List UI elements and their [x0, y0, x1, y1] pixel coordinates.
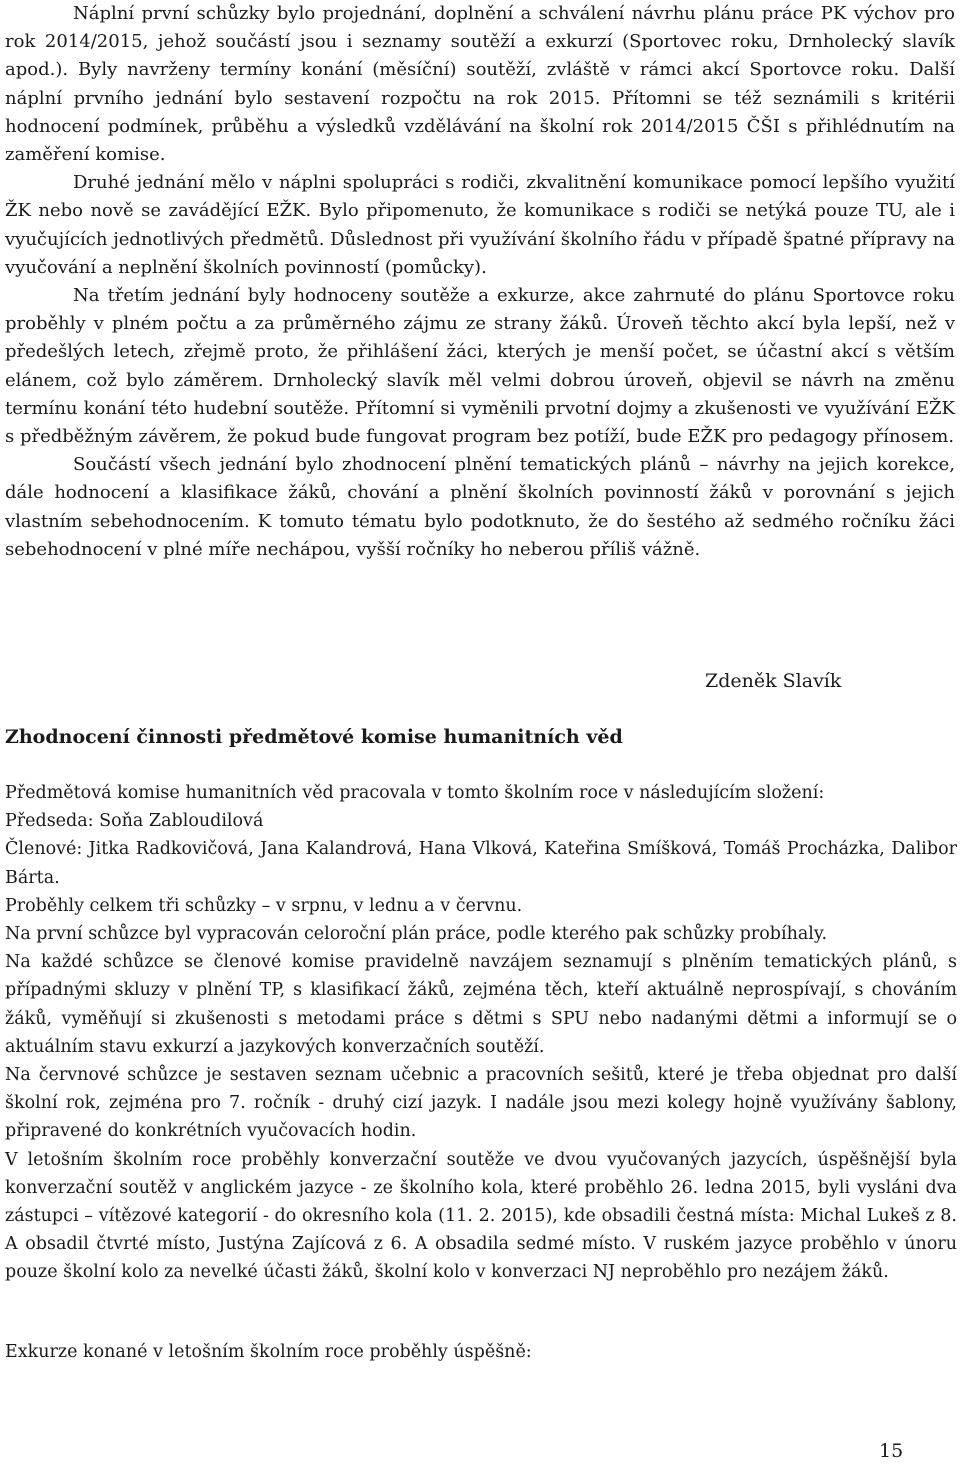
closing-line: Exkurze konané v letošním školním roce proběhly úspěšně: [5, 1342, 532, 1362]
paragraph-third-meeting: Na třetím jednání byly hodnoceny soutěže a exkurze, akce zahrnuté do plánu Sportovce roku proběhly v plném počtu a za průměrného zájmu ze strany žáků. Úroveň těchto akcí byla lepší, než v předešlých letech, zřejmě proto, že přihlášení žáci, kterých je menší počet, se účastní akcí s větším elánem, což bylo záměrem. Drnholecký slavík měl velmi dobrou úroveň, objevil se návrh na změnu termínu konání této hudební soutěže. Přítomní si vyměnili prvotní dojmy a zkušenosti ve využívání EŽK s předběžným závěrem, že pokud bude fungovat program bez potíží, bude EŽK pro pedagogy přínosem. [5, 285, 955, 448]
signature: Zdeněk Slavík [705, 670, 842, 692]
paragraph-members: Členové: Jitka Radkovičová, Jana Kalandrová, Hana Vlková, Kateřina Smíšková, Tomáš Procházka, Dalibor Bárta. [5, 839, 957, 888]
paragraph-competitions: V letošním školním roce proběhly konverzační soutěže ve dvou vyučovaných jazycích, úspěšnější byla konverzační soutěž v anglickém jazyce - ze školního kola, které proběhlo 26. ledna 2015, byli vysláni dva zástupci – vítězové kategorií - do okresního kola (11. 2. 2015), kde obsadili čestná místa: Michal Lukeš z 8. A obsadil čtvrté místo, Justýna Zajícová z 6. A obsadila sedmé místo. V ruském jazyce proběhlo v únoru pouze školní kolo za nevelké účasti žáků, školní kolo v konverzaci NJ neproběhlo pro nezájem žáků. [5, 1149, 957, 1283]
paragraph-first-meeting: Náplní první schůzky bylo projednání, doplnění a schválení návrhu plánu práce PK výchov pro rok 2014/2015, jehož součástí jsou i seznamy soutěží a exkurzí (Sportovec roku, Drnholecký slavík apod.). Byly navrženy termíny konání (měsíční) soutěží, zvláště v rámci akcí Sportovce roku. Další náplní prvního jednání bylo sestavení rozpočtu na rok 2015. Přítomni se též seznámili s kritérii hodnocení podmínek, průběhu a výsledků vzdělávání na školní rok 2014/2015 ČŠI s přihlédnutím na zaměření komise. [5, 3, 955, 166]
paragraph-second-meeting: Druhé jednání mělo v náplni spolupráci s rodiči, zkvalitnění komunikace pomocí lepšího využití ŽK nebo nově se zavádějící EŽK. Bylo připomenuto, že komunikace s rodiči se netýká pouze TU, ale i vyučujících jednotlivých předmětů. Důslednost při využívání školního řádu v případě špatné přípravy na vyučování a neplnění školních povinností (pomůcky). [5, 172, 955, 278]
page-number: 15 [879, 1440, 904, 1462]
report-page [5, 0, 955, 564]
paragraph-each-meeting: Na každé schůzce se členové komise pravidelně navzájem seznamují s plněním tematických plánů, s případnými skluzy v plnění TP, s klasifikací žáků, zejména těch, kteří aktuálně neprospívají, s chováním žáků, vyměňují si zkušenosti s metodami práce s dětmi s SPU nebo nadanými dětmi a informují se o aktuálním stavu exkurzí a jazykových konverzačních soutěží. [5, 952, 957, 1057]
paragraph-first-meeting-plan: Na první schůzce byl vypracován celoroční plán práce, podle kterého pak schůzky probíhaly. [5, 924, 828, 945]
section-heading: Zhodnocení činnosti předmětové komise humanitních věd [5, 726, 623, 748]
paragraph-meetings-count: Proběhly celkem tři schůzky – v srpnu, v lednu a v červnu. [5, 895, 523, 916]
paragraph-june-meeting: Na červnové schůzce je sestaven seznam učebnic a pracovních sešitů, které je třeba objednat pro další školní rok, zejména pro 7. ročník - druhý cizí jazyk. I nadále jsou mezi kolegy hojně využívány šablony, připravené do konkrétních vyučovacích hodin. [5, 1065, 957, 1142]
paragraph-composition: Předmětová komise humanitních věd pracovala v tomto školním roce v následujícím složení: [5, 783, 825, 803]
paragraph-chair: Předseda: Soňa Zabloudilová [5, 811, 264, 832]
paragraph-all-meetings: Součástí všech jednání bylo zhodnocení plnění tematických plánů – návrhy na jejich korekce, dále hodnocení a klasifikace žáků, chování a plnění školních povinností žáků v porovnání s jejich vlastním sebehodnocením. K tomuto tématu bylo podotknuto, že do šestého až sedmého ročníku žáci sebehodnocení v plné míře nechápou, vyšší ročníky ho neberou příliš vážně. [5, 454, 955, 560]
humanities-section [5, 779, 957, 1287]
